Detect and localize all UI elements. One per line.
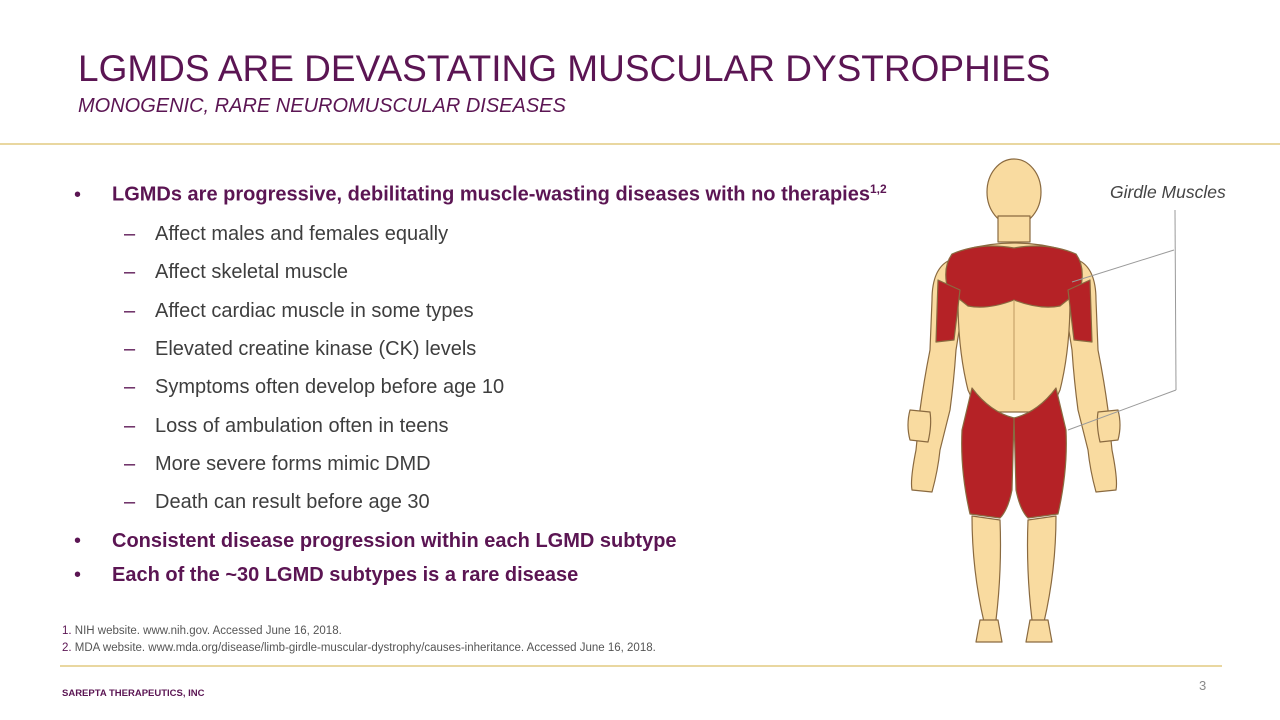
left-lower-leg-shape (972, 516, 1001, 622)
head-shape (987, 159, 1041, 225)
neck-shape (998, 216, 1030, 242)
bullet-icon: • (74, 183, 82, 206)
sub-bullet-text: Elevated creatine kinase (CK) levels (155, 338, 477, 360)
reference-text: NIH website. www.nih.gov. Accessed June 16, 2018. (74, 625, 342, 637)
bullet-icon: • (74, 564, 82, 586)
citation-superscript: 1,2 (870, 182, 887, 196)
dash-icon: – (124, 415, 136, 437)
left-hand-shape (908, 410, 931, 442)
shoulder-girdle-muscle (946, 246, 1083, 307)
right-foot-shape (1026, 620, 1052, 642)
sub-bullet (124, 338, 476, 361)
footer-divider (60, 665, 1222, 667)
sub-bullet (124, 261, 348, 284)
page-title: LGMDS ARE DEVASTATING MUSCULAR DYSTROPHIES (78, 48, 1051, 89)
header-divider (0, 143, 1280, 145)
bullet-main-3 (74, 564, 578, 587)
sub-bullet-text: Affect cardiac muscle in some types (155, 300, 474, 322)
sub-bullet (124, 300, 474, 323)
sub-bullet (124, 491, 430, 514)
right-lower-leg-shape (1028, 516, 1057, 622)
dash-icon: – (124, 300, 136, 322)
sub-bullet-text: Loss of ambulation often in teens (155, 415, 449, 437)
dash-icon: – (124, 338, 136, 360)
dash-icon: – (124, 223, 136, 245)
human-body-girdle-muscles-illustration (880, 150, 1240, 660)
dash-icon: – (124, 453, 136, 475)
reference-text: MDA website. www.mda.org/disease/limb-girdle-muscular-dystrophy/causes-inheritance. Accessed June 16, 2018. (74, 642, 656, 654)
company-name: SAREPTA THERAPEUTICS, INC (62, 688, 205, 699)
callout-line (1175, 210, 1176, 390)
figure-label: Girdle Muscles (1110, 182, 1226, 202)
sub-bullet (124, 415, 449, 438)
bullet-text: Each of the ~30 LGMD subtypes is a rare disease (112, 564, 579, 586)
sub-bullet (124, 223, 448, 246)
reference-number: 2. (62, 642, 72, 654)
bullet-text: LGMDs are progressive, debilitating muscle-wasting diseases with no therapies (112, 183, 870, 206)
page-number: 3 (1199, 678, 1207, 693)
dash-icon: – (124, 261, 136, 283)
page-subtitle: MONOGENIC, RARE NEUROMUSCULAR DISEASES (78, 95, 566, 117)
reference-1 (62, 625, 342, 637)
sub-bullet-text: Affect skeletal muscle (155, 261, 349, 283)
sub-bullet-text: More severe forms mimic DMD (155, 453, 431, 475)
bullet-main-1 (74, 182, 887, 207)
callout-line (1072, 250, 1174, 282)
bullet-icon: • (74, 530, 82, 552)
bullet-text: Consistent disease progression within each LGMD subtype (112, 530, 677, 552)
sub-bullet-text: Symptoms often develop before age 10 (155, 376, 505, 398)
sub-bullet-text: Affect males and females equally (155, 223, 449, 245)
dash-icon: – (124, 491, 136, 513)
sub-bullet (124, 376, 504, 399)
bullet-main-2 (74, 530, 677, 553)
reference-number: 1. (62, 625, 72, 637)
dash-icon: – (124, 376, 136, 398)
sub-bullet (124, 453, 431, 476)
left-foot-shape (976, 620, 1002, 642)
sub-bullet-text: Death can result before age 30 (155, 491, 430, 513)
reference-2 (62, 642, 656, 654)
